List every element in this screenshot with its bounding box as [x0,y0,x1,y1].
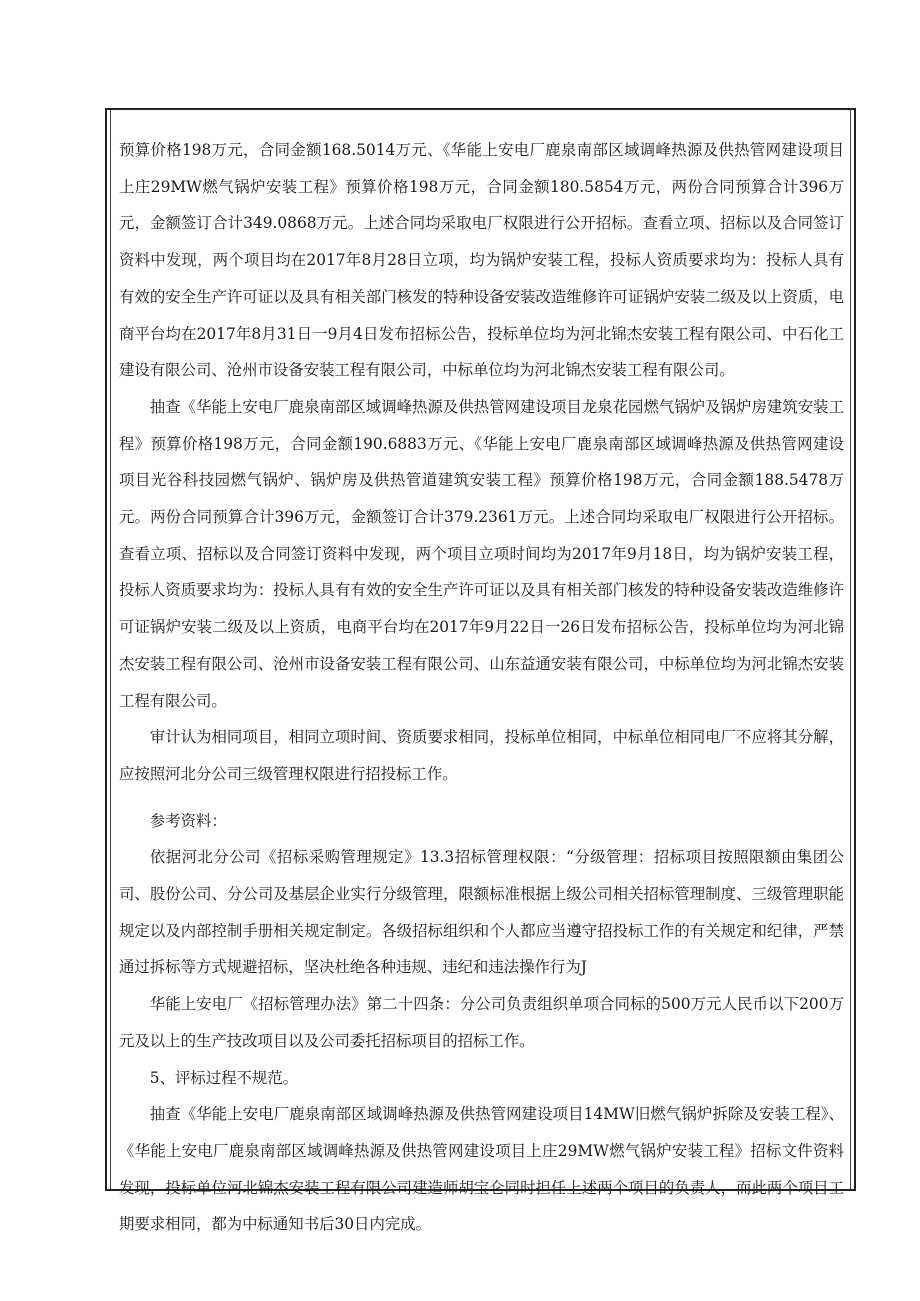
document-body [119,132,844,1243]
document-table-cell [110,110,851,1234]
paragraph-bid-evaluation-finding: 抽查《华能上安电厂鹿泉南部区域调峰热源及供热管网建设项目14MW旧燃气锅炉拆除及安装工程》、《华能上安电厂鹿泉南部区域调峰热源及供热管网建设项目上庄29MW燃气锅炉安装工程》招标文件资料发现，投标单位河北锦杰安装工程有限公司建造师胡宝仑同时担任上述两个项目的负责人，而此两个项目工期要求相同，都为中标通知书后30日内完成。 [119,1105,844,1234]
paragraph-spot-check-longquan: 抽查《华能上安电厂鹿泉南部区域调峰热源及供热管网建设项目龙泉花园燃气锅炉及锅炉房建筑安装工程》预算价格198万元，合同金额190.6883万元、《华能上安电厂鹿泉南部区域调峰热源及供热管网建设项目光谷科技园燃气锅炉、锅炉房及供热管道建筑安装工程》预算价格198万元，合同金额188.5478万元。两份合同预算合计396万元，金额签订合计379.2361万元。上述合同均采取电厂权限进行公开招标。查看立项、招标以及合同签订资料中发现，两个项目立项时间均为2017年9月18日，均为锅炉安装工程，投标人资质要求均为：投标人具有有效的安全生产许可证以及具有相关部门核发的特种设备安装改造维修许可证锅炉安装二级及以上资质，电商平台均在2017年9月22日一26日发布招标公告，投标单位均为河北锦杰安装工程有限公司、沧州市设备安装工程有限公司、山东益通安装有限公司，中标单位均为河北锦杰安装工程有限公司。 [119,397,844,710]
paragraph-reference-heading: 参考资料： [149,811,227,830]
paragraph-audit-opinion: 审计认为相同项目，相同立项时间、资质要求相同，投标单位相同，中标单位相同电厂不应将其分解，应按照河北分公司三级管理权限进行招投标工作。 [119,728,844,783]
paragraph-contract-summary: 预算价格198万元，合同金额168.5014万元、《华能上安电厂鹿泉南部区域调峰热源及供热管网建设项目上庄29MW燃气锅炉安装工程》预算价格198万元，合同金额180.5854万元，两份合同预算合计396万元，金额签订合计349.0868万元。上述合同均采取电厂权限进行公开招标。查看立项、招标以及合同签订资料中发现，两个项目均在2017年8月28日立项，均为锅炉安装工程，投标人资质要求均为：投标人具有有效的安全生产许可证以及具有相关部门核发的特种设备安装改造维修许可证锅炉安装二级及以上资质，电商平台均在2017年8月31日一9月4日发布招标公告，投标单位均为河北锦杰安装工程有限公司、中石化工建设有限公司、沧州市设备安装工程有限公司，中标单位均为河北锦杰安装工程有限公司。 [119,141,844,380]
paragraph-reference-hebei-rules: 依据河北分公司《招标采购管理规定》13.3招标管理权限：“分级管理：招标项目按照限额由集团公司、股份公司、分公司及基层企业实行分级管理，限额标准根据上级公司相关招标管理制度、三级管理职能规定以及内部控制手册相关规定制定。各级招标组织和个人都应当遵守招投标工作的有关规定和纪律，严禁通过拆标等方式规避招标，坚决杜绝各种违规、违纪和违法操作行为J [119,848,844,977]
paragraph-reference-shangan-rules: 华能上安电厂《招标管理办法》第二十四条：分公司负责组织单项合同标的500万元人民币以下200万元及以上的生产技改项目以及公司委托招标项目的招标工作。 [119,995,844,1050]
section-heading-bid-evaluation: 5、评标过程不规范。 [149,1068,299,1087]
document-table-frame [105,108,856,1234]
